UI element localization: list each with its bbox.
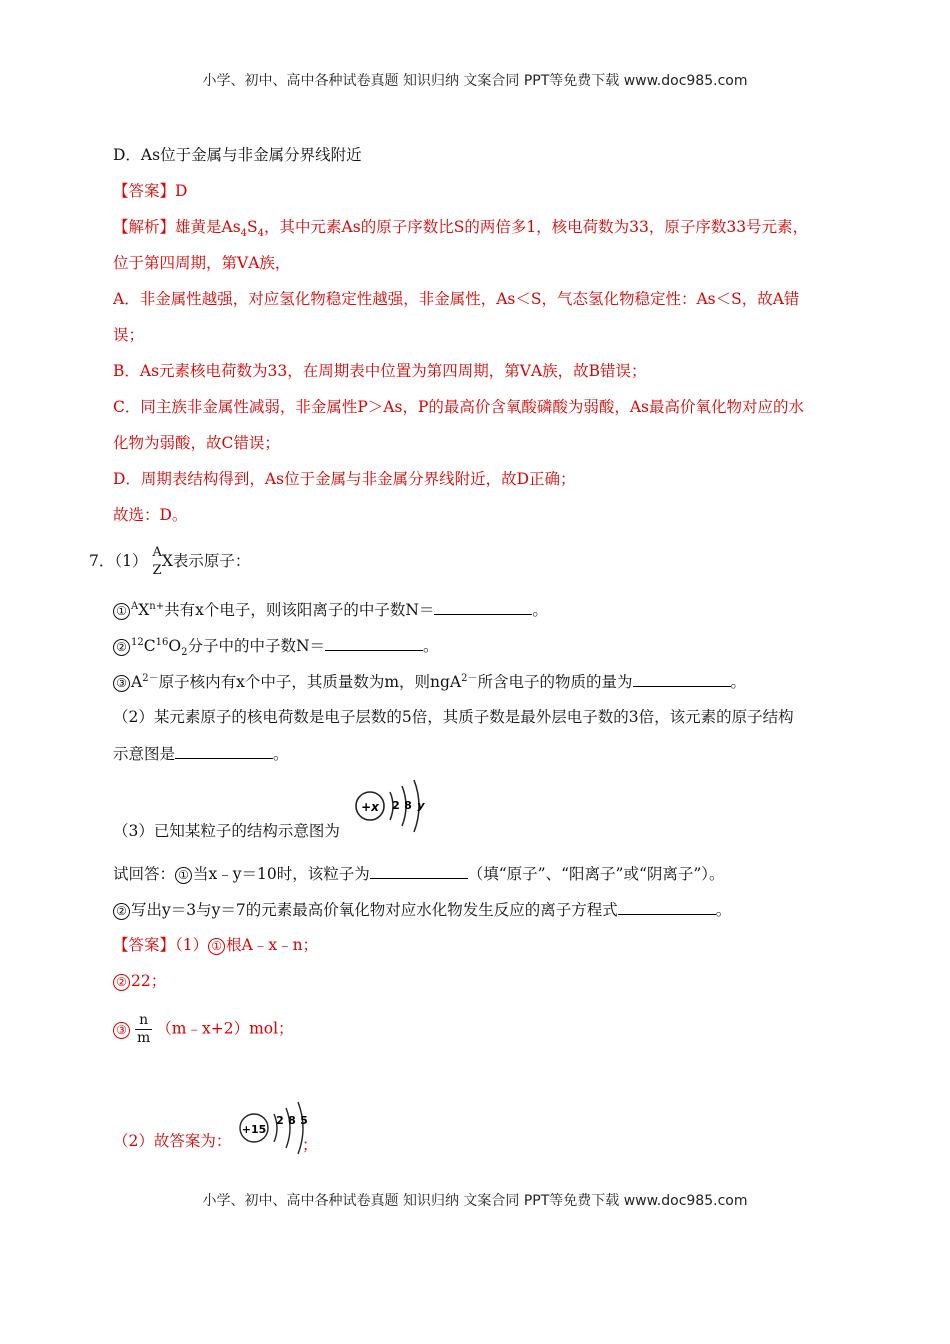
fraction-denominator: m xyxy=(137,1030,151,1046)
answer-text: 根A﹣x﹣n； xyxy=(226,936,319,954)
q7-answer-2 xyxy=(113,970,166,992)
superscript: A xyxy=(131,600,139,612)
period: 。 xyxy=(715,901,732,919)
item-text: 原子核内有x个中子，其质量数为m，则ngA xyxy=(158,673,462,691)
element-symbol: X xyxy=(161,552,173,570)
fraction-numerator: n xyxy=(135,1012,152,1030)
circled-number: ① xyxy=(113,603,130,620)
subscript: 4 xyxy=(257,228,265,240)
q7-part3-q1 xyxy=(113,862,725,885)
circled-number: ③ xyxy=(113,675,130,692)
q7-part2-line2 xyxy=(113,742,289,765)
answer-blank[interactable] xyxy=(434,598,532,615)
q7-part3-q2 xyxy=(113,898,731,921)
answer-line xyxy=(113,180,187,202)
page-header: 小学、初中、高中各种试卷真题 知识归纳 文案合同 PPT等免费下载 www.doc985.com xyxy=(202,73,748,89)
subscript: 4 xyxy=(240,228,248,240)
item-text: 所含电子的物质的量为 xyxy=(477,673,633,691)
period: 。 xyxy=(273,745,289,763)
answer-blank[interactable] xyxy=(633,670,731,687)
q7-part1 xyxy=(89,544,250,580)
nucleus-charge: +15 xyxy=(241,1123,267,1136)
q7-part2-line1: （2）某元素原子的核电荷数是电子层数的5倍，其质子数是最外层电子数的3倍，该元素的原子结构 xyxy=(113,708,794,726)
part-text: 试回答： xyxy=(113,865,176,883)
option-d: D．As位于金属与非金属分界线附近 xyxy=(113,146,362,164)
shell-1-electrons: 2 xyxy=(276,1114,284,1127)
part-label: （1） xyxy=(114,552,148,570)
nucleus-charge: +x xyxy=(361,800,379,814)
shell-2-electrons: 8 xyxy=(288,1114,296,1127)
analysis-text: ，其中元素As的原子序数比S的两倍多1，核电荷数为33，原子序数33号元素， xyxy=(264,218,809,236)
answer-text: （m﹣x+2）mol； xyxy=(156,1019,294,1038)
part-text: 当x﹣y＝10时，该粒子为 xyxy=(193,865,370,883)
mass-number: A xyxy=(152,545,162,560)
circled-number: ③ xyxy=(113,1022,130,1039)
circled-number: ① xyxy=(175,867,192,884)
atomic-number: Z xyxy=(152,563,162,578)
analysis-c-2: 化物为弱酸，故C错误； xyxy=(113,434,280,452)
nuclide-symbol xyxy=(152,544,161,580)
answer-value: D xyxy=(175,182,188,200)
period: 。 xyxy=(532,601,548,619)
analysis-b: B．As元素核电荷数为33，在周期表中位置为第四周期，第ⅤA族，故B错误； xyxy=(113,362,647,380)
superscript: 12 xyxy=(131,636,144,648)
answer-blank[interactable] xyxy=(370,862,468,879)
charge: 2－ xyxy=(142,672,159,684)
element-symbol: A xyxy=(131,673,143,691)
answer-semicolon: ； xyxy=(302,1136,318,1154)
analysis-line-2: 位于第四周期，第ⅤA族， xyxy=(113,254,291,272)
particle-structure-diagram xyxy=(352,776,434,836)
question-number: 7． xyxy=(89,552,115,570)
analysis-a-2: 误； xyxy=(113,326,145,344)
item-text: 分子中的中子数N＝ xyxy=(187,637,326,655)
q7-answer-1 xyxy=(113,934,318,956)
superscript: 16 xyxy=(155,636,169,648)
part-text: 表示原子： xyxy=(172,552,251,570)
charge: n+ xyxy=(149,600,165,612)
shell-2-electrons: 8 xyxy=(404,799,412,812)
part-text: 写出y＝3与y＝7的元素最高价氧化物对应水化物发生反应的离子方程式 xyxy=(131,901,618,919)
circled-number: ② xyxy=(113,974,130,991)
shell-3-electrons: 5 xyxy=(300,1114,308,1127)
item-text: 共有x个电子，则该阳离子的中子数N＝ xyxy=(164,601,435,619)
part-text: 示意图是 xyxy=(113,745,176,763)
circled-number: ① xyxy=(208,938,225,955)
part-text: （填“原子”、“阳离子”或“阴离子”）。 xyxy=(467,865,725,883)
q7-item3 xyxy=(113,670,746,693)
element-symbol: X xyxy=(138,601,150,619)
answer-label: 【答案】 xyxy=(113,936,176,954)
answer-text: 22； xyxy=(131,972,167,990)
answer-blank[interactable] xyxy=(175,742,273,759)
analysis-line-1 xyxy=(113,216,808,238)
q7-item2 xyxy=(113,634,439,657)
q7-answer-part2: （2）故答案为： xyxy=(113,1132,232,1150)
circled-number: ② xyxy=(113,903,130,920)
answer-blank[interactable] xyxy=(325,634,423,651)
answer-text: （1） xyxy=(175,936,209,954)
choose-line: 故选：D。 xyxy=(113,506,188,524)
analysis-text: S xyxy=(247,218,258,236)
element-symbol: O xyxy=(168,637,182,655)
circled-number: ② xyxy=(113,639,130,656)
analysis-label: 【解析】 xyxy=(113,218,176,236)
analysis-a-1: A．非金属性越强，对应氢化物稳定性越强，非金属性，As＜S，气态氢化物稳定性：As＜S，故A错 xyxy=(113,290,800,308)
charge: 2－ xyxy=(461,672,478,684)
subscript: 2 xyxy=(181,647,188,659)
shell-1-electrons: 2 xyxy=(392,799,400,812)
analysis-c-1: C．同主族非金属性减弱，非金属性P＞As，P的最高价含氧酸磷酸为弱酸，As最高价氧化物对应的水 xyxy=(113,398,805,416)
analysis-d: D．周期表结构得到，As位于金属与非金属分界线附近，故D正确； xyxy=(113,470,576,488)
analysis-text: 雄黄是As xyxy=(175,218,241,236)
page-footer: 小学、初中、高中各种试卷真题 知识归纳 文案合同 PPT等免费下载 www.doc985.com xyxy=(202,1193,748,1209)
shell-3-electrons: y xyxy=(417,799,425,812)
q7-item1 xyxy=(113,598,548,621)
q7-answer-3 xyxy=(113,1012,294,1047)
q7-part3: （3）已知某粒子的结构示意图为 xyxy=(113,822,340,840)
answer-label: 【答案】 xyxy=(113,182,176,200)
fraction xyxy=(135,1012,152,1047)
element-symbol: C xyxy=(143,637,156,655)
answer-blank[interactable] xyxy=(618,898,716,915)
period: 。 xyxy=(423,637,439,655)
period: 。 xyxy=(730,673,747,691)
